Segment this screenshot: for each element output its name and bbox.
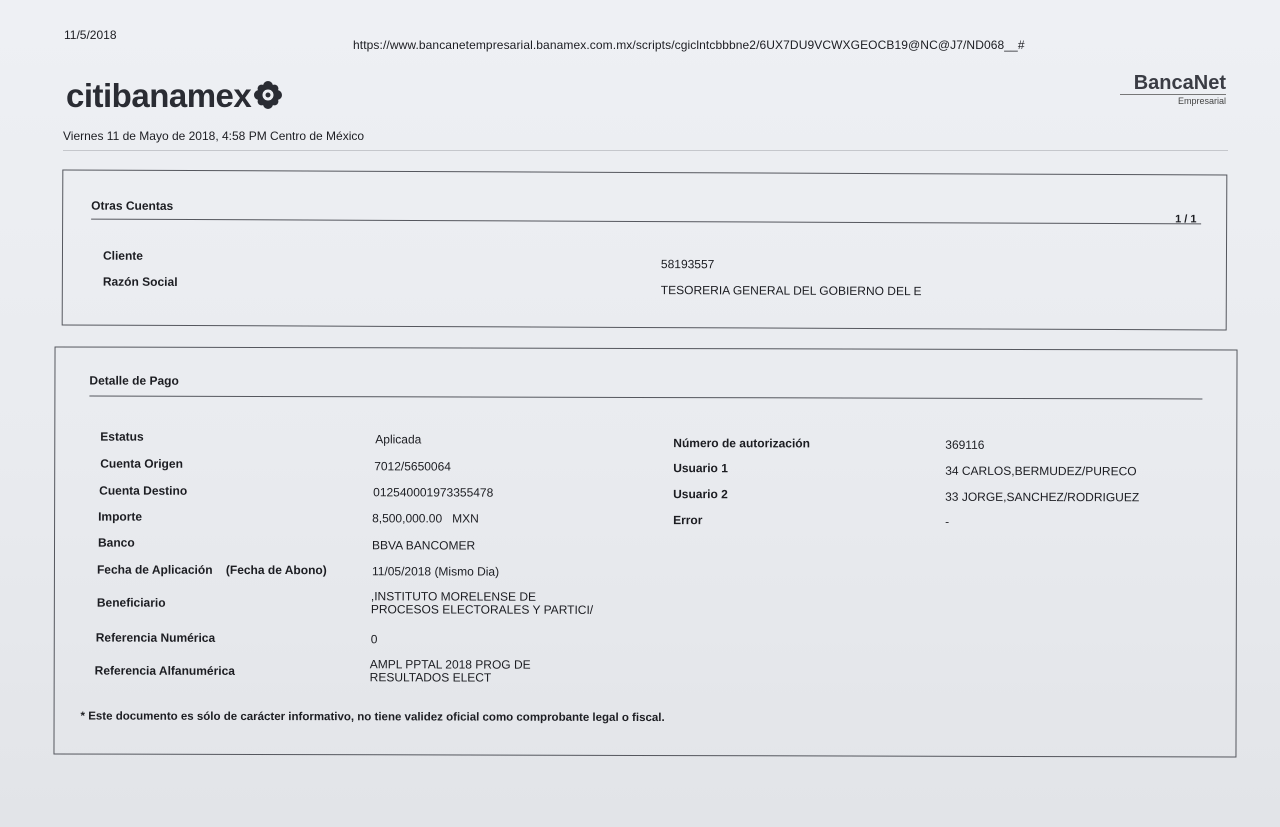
page-indicator: 1 / 1 <box>1175 213 1197 226</box>
session-datetime: Viernes 11 de Mayo de 2018, 4:58 PM Centro de México <box>63 129 365 143</box>
usuario-2-value: 33 JORGE,SANCHEZ/RODRIGUEZ <box>945 489 1140 505</box>
cuenta-destino-value: 012540001973355478 <box>373 485 494 500</box>
detalle-pago-title: Detalle de Pago <box>89 373 179 388</box>
disclaimer-note: * Este documento es sólo de carácter informativo, no tiene validez oficial como comprobante legal o fiscal. <box>80 710 665 725</box>
otras-cuentas-divider <box>91 219 1201 225</box>
print-url: https://www.bancanetempresarial.banamex.com.mx/scripts/cgiclntcbbbne2/6UX7DU9VCWXGEOCB19@NC@J7/ND068__# <box>353 38 1025 52</box>
estatus-value: Aplicada <box>375 432 422 447</box>
beneficiario-label: Beneficiario <box>96 595 166 610</box>
error-label: Error <box>673 513 703 528</box>
cuenta-destino-label: Cuenta Destino <box>99 483 188 498</box>
beneficiario-line-2: PROCESOS ELECTORALES Y PARTICI/ <box>370 602 594 617</box>
cuenta-origen-label: Cuenta Origen <box>100 456 183 471</box>
razon-social-value: TESORERIA GENERAL DEL GOBIERNO DEL E <box>660 283 922 299</box>
logo-wordmark: citibanamex <box>66 76 252 114</box>
beneficiario-value <box>371 590 593 617</box>
razon-social-label: Razón Social <box>102 274 178 289</box>
bancanet-subtitle: Empresarial <box>1177 96 1226 106</box>
beneficiario-line-1: ,INSTITUTO MORELENSE DE <box>370 589 537 604</box>
banco-value: BBVA BANCOMER <box>371 538 476 553</box>
fecha-aplicacion-label: Fecha de Aplicación (Fecha de Abono) <box>96 562 327 578</box>
referencia-numerica-value: 0 <box>370 632 378 647</box>
referencia-alfanumerica-label: Referencia Alfanumérica <box>94 663 235 678</box>
usuario-2-label: Usuario 2 <box>673 487 728 502</box>
referencia-alfanumerica-value <box>370 658 531 684</box>
otras-cuentas-panel <box>62 169 1228 330</box>
cliente-label: Cliente <box>102 248 144 263</box>
referencia-numerica-label: Referencia Numérica <box>95 630 216 645</box>
citibanamex-logo <box>66 76 283 115</box>
importe-label: Importe <box>98 509 143 524</box>
referencia-alfanumerica-line-2: RESULTADOS ELECT <box>369 670 492 685</box>
numero-autorizacion-label: Número de autorización <box>673 436 810 451</box>
cuenta-origen-value: 7012/5650064 <box>374 459 451 474</box>
banco-label: Banco <box>98 535 135 550</box>
error-value: - <box>945 514 950 529</box>
header-divider <box>63 150 1228 151</box>
banamex-emblem-icon <box>253 80 283 115</box>
detalle-pago-panel <box>53 346 1237 757</box>
importe-value: 8,500,000.00 MXN <box>372 511 479 526</box>
usuario-1-label: Usuario 1 <box>673 461 728 476</box>
referencia-alfanumerica-line-1: AMPL PPTAL 2018 PROG DE <box>369 657 531 672</box>
bancanet-title: BancaNet <box>1120 72 1226 95</box>
fecha-aplicacion-value: 11/05/2018 (Mismo Dia) <box>371 564 500 579</box>
usuario-1-value: 34 CARLOS,BERMUDEZ/PURECO <box>945 463 1137 479</box>
cliente-value: 58193557 <box>660 257 715 272</box>
detalle-pago-divider <box>89 396 1202 400</box>
otras-cuentas-title: Otras Cuentas <box>91 198 174 213</box>
numero-autorizacion-value: 369116 <box>945 437 985 452</box>
print-date: 11/5/2018 <box>64 28 117 42</box>
bancanet-logo <box>1120 72 1226 106</box>
estatus-label: Estatus <box>100 429 144 444</box>
